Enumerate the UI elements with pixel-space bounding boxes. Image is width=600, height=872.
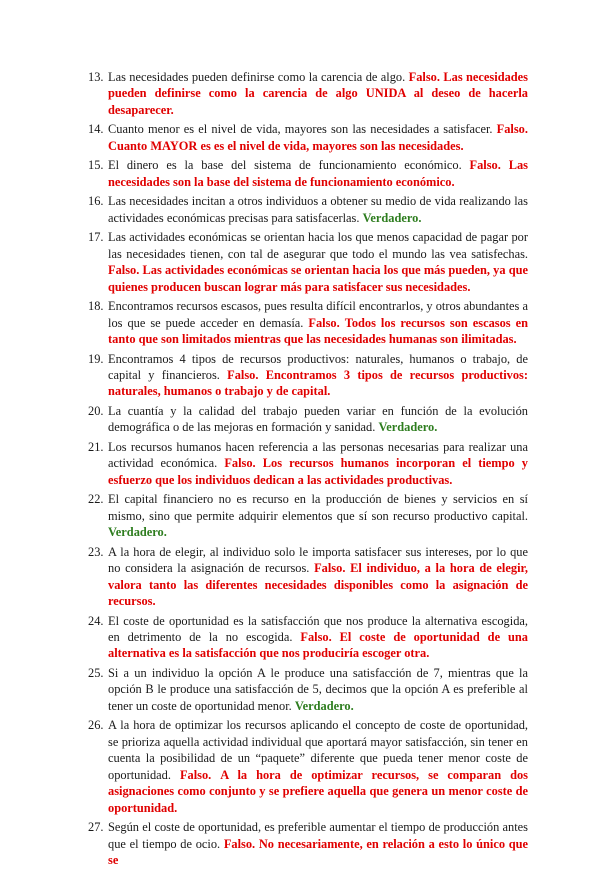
statement-text: Las necesidades pueden definirse como la carencia de algo.: [108, 70, 406, 84]
statement-text: A la hora de optimizar los recursos aplicando el concepto de coste de oportunidad, se prioriza aquella actividad individual que aportará mayor satisfacción, sin tener en cuenta la posibilidad de un “paquete” diferente que pueda tener menor coste de oportunidad.: [108, 718, 528, 782]
item-number: 16.: [88, 194, 104, 209]
verdadero-label: Verdadero.: [378, 420, 438, 435]
list-item: [88, 121, 528, 154]
falso-label: Falso.: [308, 315, 340, 330]
falso-label: Falso.: [300, 630, 332, 645]
list-item: [88, 193, 528, 226]
correction-text: Todos los recursos son escasos en tanto que son limitados mientras que las necesidades humanas son ilimitadas.: [108, 315, 528, 347]
correction-text: El individuo, a la hora de elegir, valora tanto las diferentes necesidades disponibles como la asignación de recursos.: [108, 561, 528, 609]
statement-text: El capital financiero no es recurso en la producción de bienes y servicios en sí mismo, sino que permite adquirir elementos que sí son recurso productivo capital.: [108, 492, 528, 523]
item-number: 13.: [88, 70, 104, 84]
statement-text: Según el coste de oportunidad, es preferible aumentar el tiempo de producción antes que el tiempo de ocio.: [108, 820, 528, 851]
list-item: [88, 665, 528, 714]
statement-text: Las actividades económicas se orientan hacia los que menos capacidad de pagar por las necesidades tienen, con tal de asegurar que todo el mundo las vea satisfechas.: [108, 230, 528, 261]
statement-text: Los recursos humanos hacen referencia a las personas necesarias para realizar una actividad económica.: [108, 440, 528, 471]
falso-label: Falso.: [408, 70, 440, 84]
falso-label: Falso.: [496, 122, 528, 137]
item-number: 27.: [88, 820, 104, 835]
list-item: [88, 544, 528, 610]
list-item: [88, 351, 528, 400]
verdadero-label: Verdadero.: [294, 698, 354, 713]
falso-label: Falso.: [314, 561, 346, 576]
item-number: 18.: [88, 299, 104, 314]
correction-text: Las actividades económicas se orientan hacia los que más pueden, ya que quienes producen buscan lograr más para satisfacer sus necesidades.: [108, 263, 528, 294]
correction-text: El coste de oportunidad de una alternativa es la satisfacción que nos produciría escoger otra.: [108, 630, 528, 661]
falso-label: Falso.: [469, 158, 501, 173]
list-item: [88, 613, 528, 662]
item-number: 24.: [88, 613, 104, 628]
list-item: [88, 717, 528, 815]
statement-text: Si a un individuo la opción A le produce una satisfacción de 7, mientras que la opción B le produce una satisfacción de 5, decimos que la opción A es preferible al tener un coste de oportunidad menor.: [108, 666, 528, 713]
statement-text: La cuantía y la calidad del trabajo pueden variar en función de la evolución demográfica o de las mejoras en formación y sanidad.: [108, 404, 528, 435]
item-number: 15.: [88, 158, 104, 173]
statement-text: Cuanto menor es el nivel de vida, mayores son las necesidades a satisfacer.: [108, 122, 493, 137]
correction-text: No necesariamente, en relación a esto lo único que se: [108, 836, 528, 867]
list-item: [88, 403, 528, 436]
list-item: [88, 819, 528, 868]
list-item: [88, 491, 528, 540]
verdadero-label: Verdadero.: [362, 210, 422, 225]
list-item: [88, 229, 528, 295]
correction-text: A la hora de optimizar recursos, se comparan dos asignaciones como conjunto y se prefiere aquella que genera un menor coste de oportunidad.: [108, 767, 528, 815]
item-number: 21.: [88, 440, 104, 455]
falso-label: Falso.: [227, 368, 259, 383]
item-number: 25.: [88, 666, 104, 681]
list-item: [88, 69, 528, 118]
item-number: 14.: [88, 122, 104, 137]
falso-label: Falso.: [179, 767, 212, 782]
statement-text: Encontramos 4 tipos de recursos productivos: naturales, humanos o trabajo, de capital y financieros.: [108, 351, 528, 383]
statement-text: Las necesidades incitan a otros individuos a obtener su medio de vida realizando las actividades económicas precisas para satisfacerlas.: [108, 194, 528, 225]
statement-text: El coste de oportunidad es la satisfacción que nos produce la alternativa escogida, en detrimento de la no escogida.: [108, 613, 528, 645]
falso-label: Falso.: [108, 263, 140, 278]
correction-text: Las necesidades pueden definirse como la carencia de algo UNIDA al deseo de hacerla desaparecer.: [108, 70, 528, 117]
statement-text: A la hora de elegir, al individuo solo le importa satisfacer sus intereses, por lo que no considera la asignación de recursos.: [108, 544, 528, 576]
statement-text: El dinero es la base del sistema de funcionamiento económico.: [108, 158, 462, 173]
falso-label: Falso.: [223, 836, 256, 851]
verdadero-label: Verdadero.: [108, 525, 167, 540]
correction-text: Las necesidades son la base del sistema de funcionamiento económico.: [108, 158, 528, 189]
item-number: 19.: [88, 351, 104, 366]
correction-text: Encontramos 3 tipos de recursos productivos: naturales, humanos o trabajo y de capital.: [108, 368, 528, 399]
list-item: [88, 298, 528, 347]
item-number: 26.: [88, 718, 104, 733]
falso-label: Falso.: [224, 456, 256, 471]
item-number: 23.: [88, 544, 104, 559]
list-item: [88, 157, 528, 190]
statement-text: Encontramos recursos escasos, pues resulta difícil encontrarlos, y otros abundantes a los que se puede acceder en demasía.: [108, 299, 528, 330]
item-number: 22.: [88, 492, 104, 507]
item-number: 20.: [88, 404, 104, 419]
item-number: 17.: [88, 230, 104, 245]
correction-text: Cuanto MAYOR es es el nivel de vida, mayores son las necesidades.: [108, 138, 464, 153]
list-item: [88, 439, 528, 488]
statement-list: [88, 69, 528, 872]
correction-text: Los recursos humanos incorporan el tiempo y esfuerzo que los individuos dedican a las actividades productivas.: [108, 456, 528, 487]
